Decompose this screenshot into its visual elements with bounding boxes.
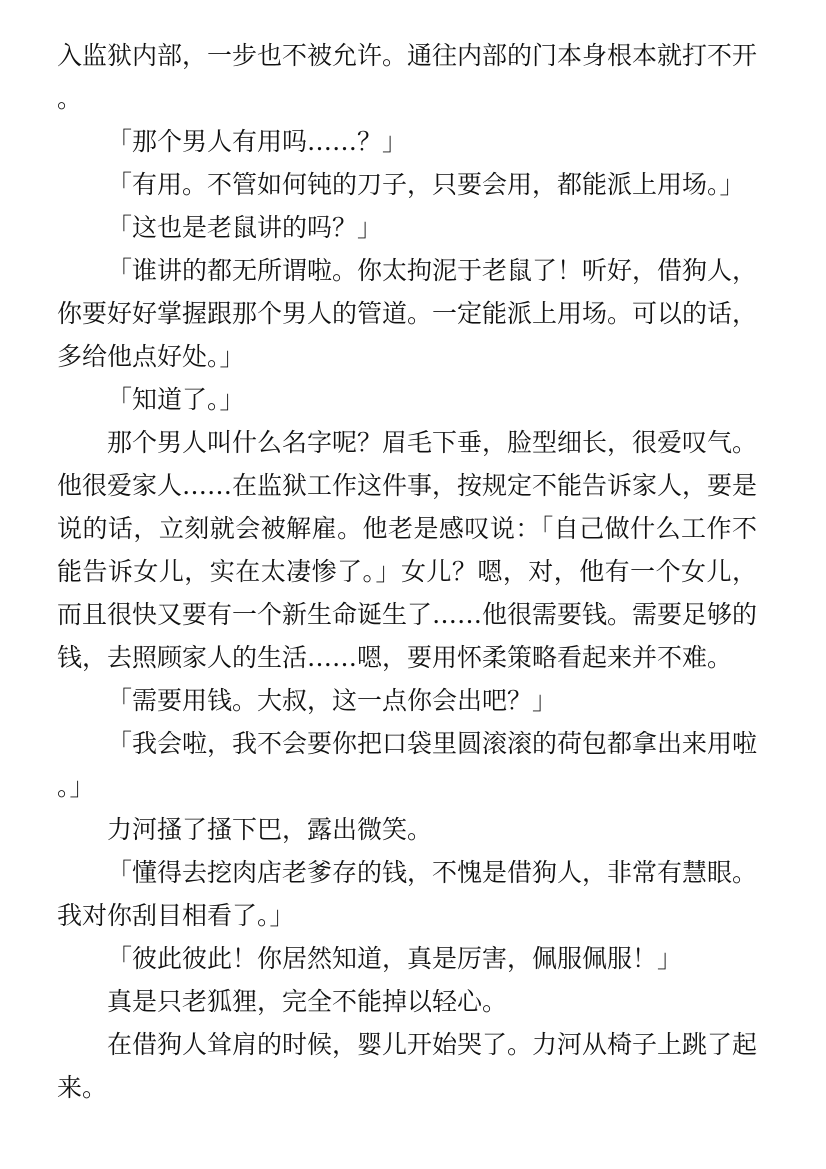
paragraph: 「这也是老鼠讲的吗？」 xyxy=(107,213,383,242)
paragraph: 「懂得去挖肉店老爹存的钱，不愧是借狗人，非常有慧眼。我对你刮目相看了。」 xyxy=(57,858,758,930)
paragraph: 「彼此彼此！你居然知道，真是厉害，佩服佩服！」 xyxy=(107,944,683,973)
paragraph: 「知道了。」 xyxy=(107,385,245,414)
paragraph: 入监狱内部，一步也不被允许。通往内部的门本身根本就打不开。 xyxy=(57,41,758,113)
paragraph: 「那个男人有用吗……？」 xyxy=(107,127,408,156)
paragraph: 「谁讲的都无所谓啦。你太拘泥于老鼠了！听好，借狗人，你要好好掌握跟那个男人的管道。一定能派上用场。可以的话，多给他点好处。」 xyxy=(57,256,758,371)
paragraph: 「我会啦，我不会要你把口袋里圆滚滚的荷包都拿出来用啦。」 xyxy=(57,729,758,801)
paragraph: 「有用。不管如何钝的刀子，只要会用，都能派上用场。」 xyxy=(107,170,745,199)
page-body xyxy=(57,34,757,1109)
paragraph: 那个男人叫什么名字呢？眉毛下垂，脸型细长，很爱叹气。他很爱家人……在监狱工作这件事，按规定不能告诉家人，要是说的话，立刻就会被解雇。他老是感叹说：「自己做什么工作不能告诉女儿，实在太凄惨了。」女儿？嗯，对，他有一个女儿，而且很快又要有一个新生命诞生了……他很需要钱。需要足够的钱，去照顾家人的生活……嗯，要用怀柔策略看起来并不难。 xyxy=(57,428,758,672)
paragraph: 在借狗人耸肩的时候，婴儿开始哭了。力河从椅子上跳了起来。 xyxy=(57,1030,758,1102)
paragraph: 「需要用钱。大叔，这一点你会出吧？」 xyxy=(107,686,558,715)
paragraph: 真是只老狐狸，完全不能掉以轻心。 xyxy=(107,987,508,1016)
paragraph: 力河搔了搔下巴，露出微笑。 xyxy=(107,815,433,844)
